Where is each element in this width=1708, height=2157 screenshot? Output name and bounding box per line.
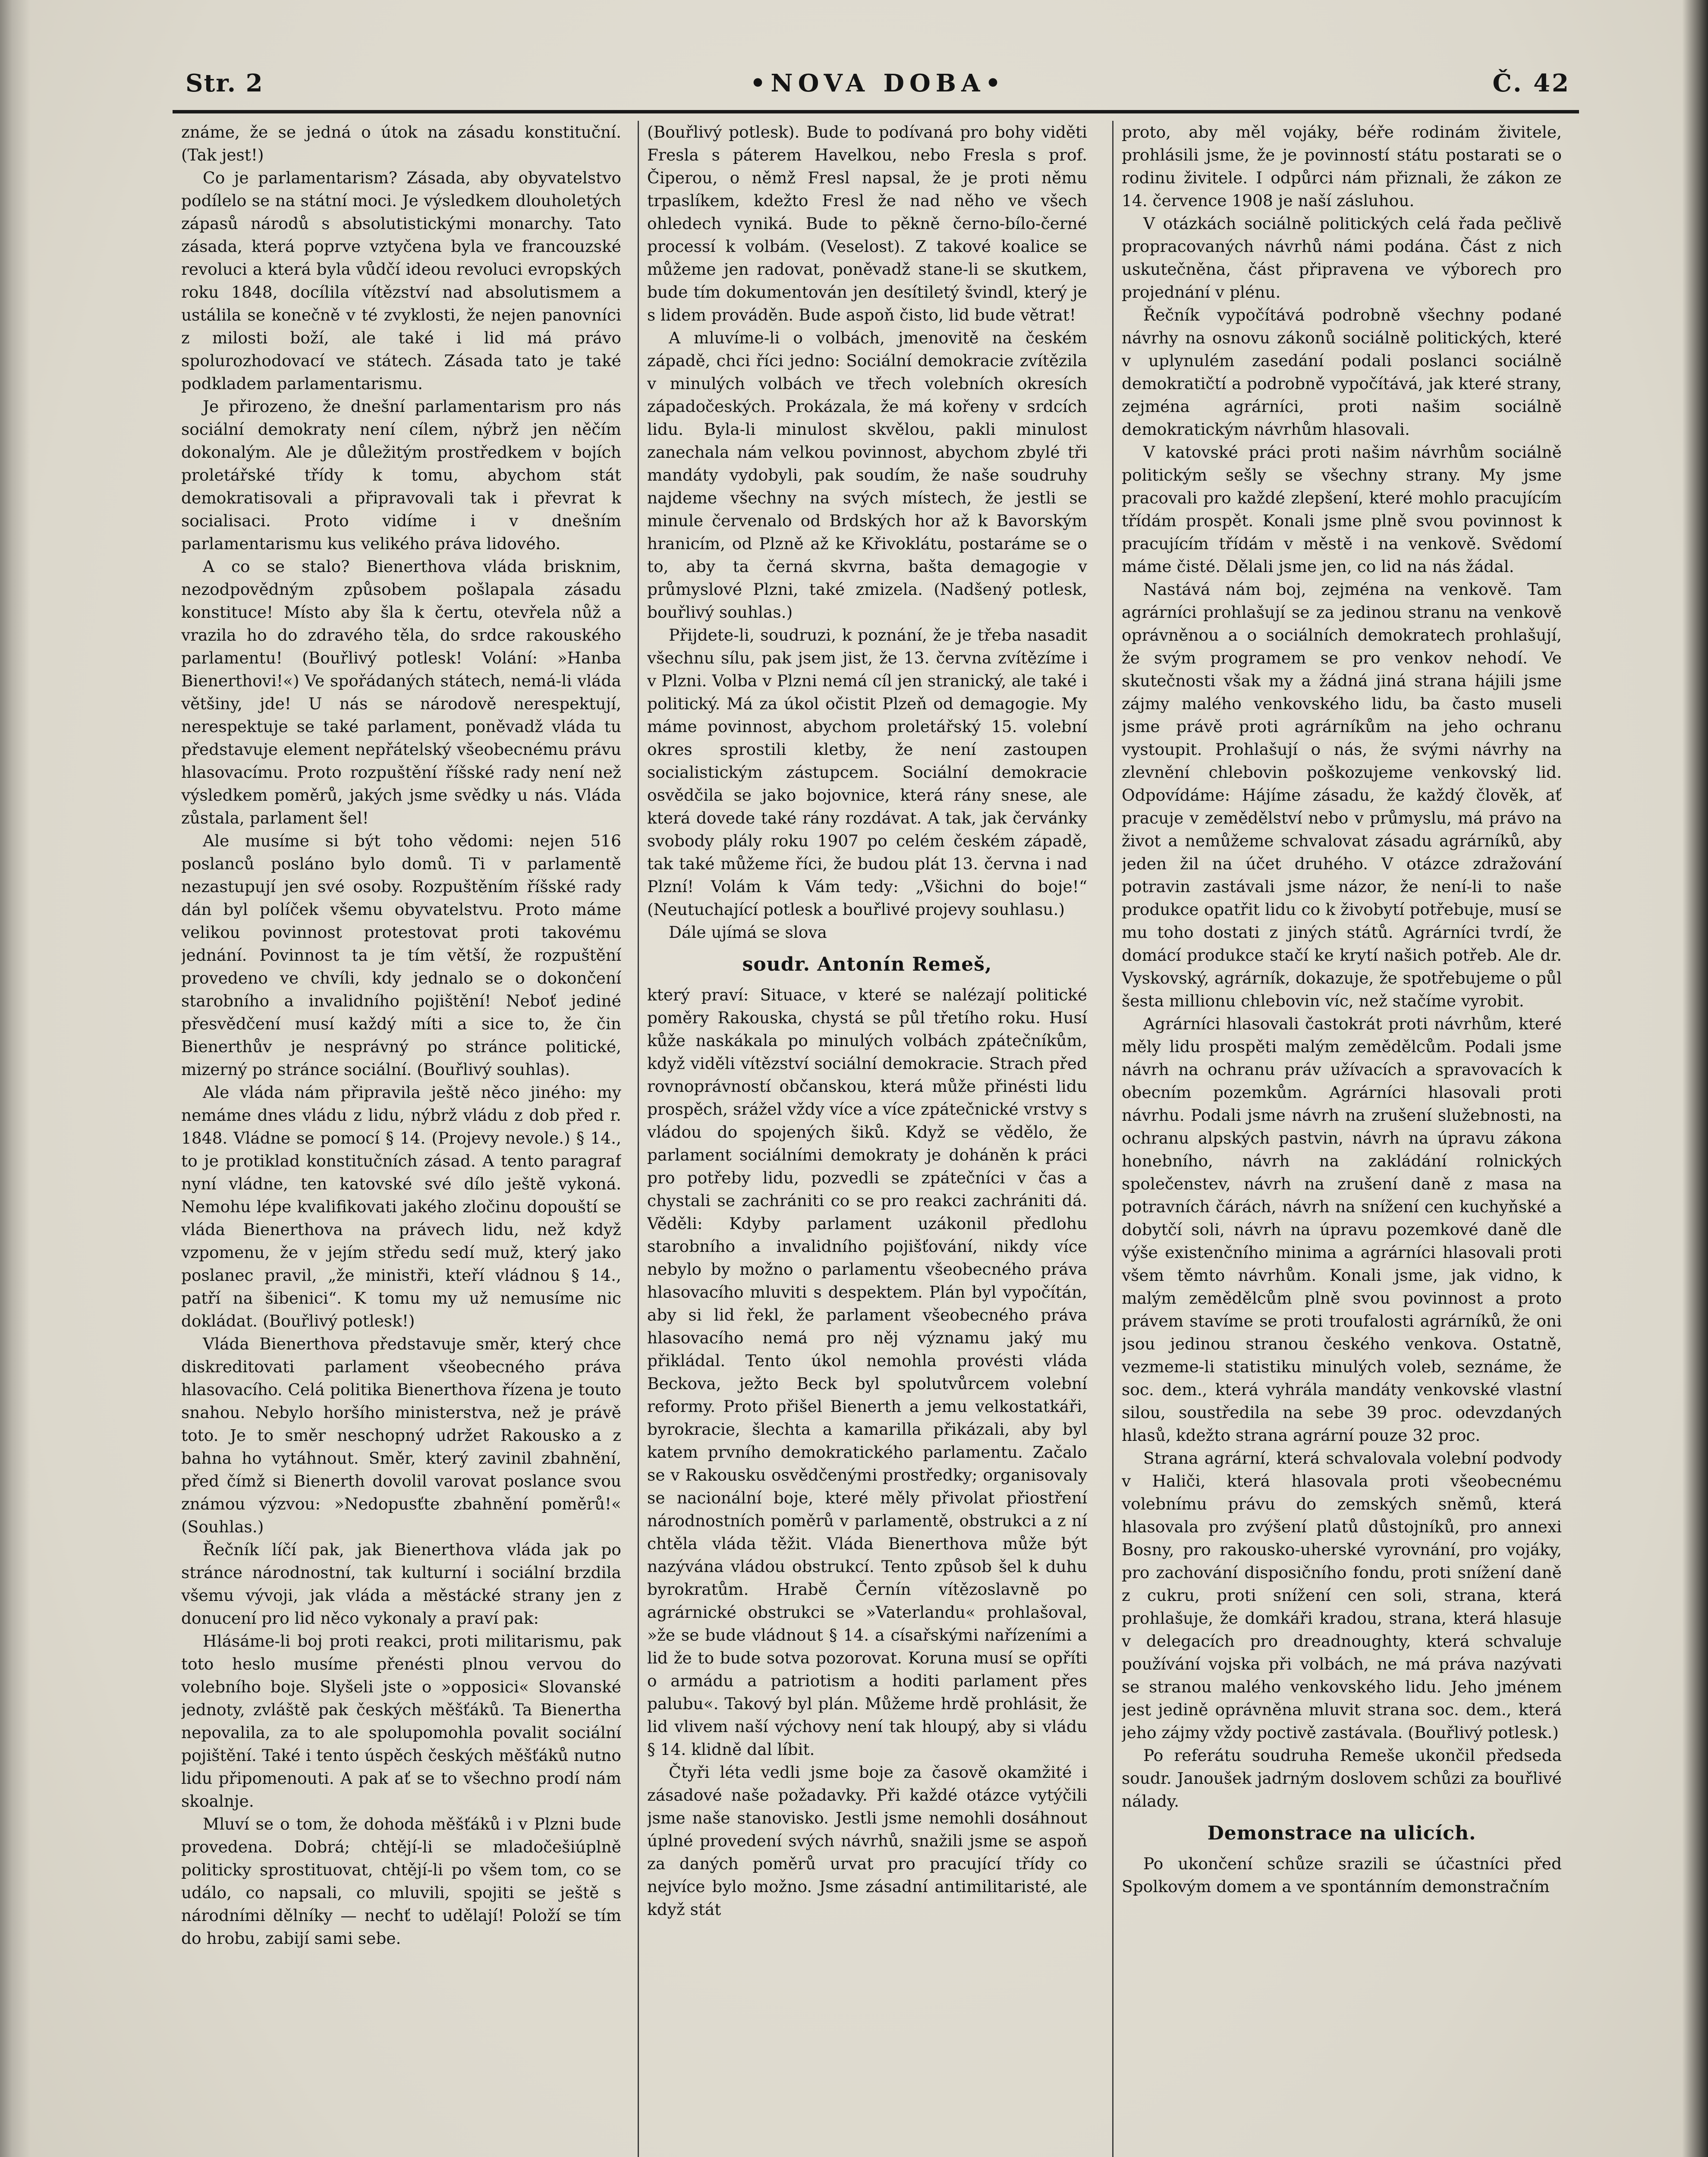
paragraph: známe, že se jedná o útok na zásadu konstituční. (Tak jest!) (181, 123, 621, 164)
page-left-edge (0, 0, 30, 2157)
newspaper-title: •NOVA DOBA• (750, 69, 1006, 97)
paragraph: Po ukončení schůze srazili se účastníci před Spolkovým domem a ve spontánním demonstračním (1122, 1854, 1562, 1896)
paragraph: Mluví se o tom, že dohoda měšťáků i v Plzni bude provedena. Dobrá; chtějí-li se mladočešiúplně politicky sprostituovat, chtějí-li po všem tom, co se událo, co napsali, co mluvili, spojiti se ještě s národními dělníky — nechť to udělají! Položí se tím do hrobu, zabijí sami sebe. (181, 1814, 621, 1948)
paragraph: Agrárníci hlasovali častokrát proti návrhům, které měly lidu prospěti malým zemědělcům. Podali jsme návrh na ochranu práv užívacích a spravovacích k obecním pozemkům. Agrárníci hlasovali proti návrhu. Podali jsme návrh na zrušení služebnosti, na ochranu alpských pastvin, návrh na úpravu zákona honebního, návrh na zakládání rolnických společenstev, návrh na zrušení daně z masa na potravních čárách, návrh na snížení cen kuchyňské a dobytčí soli, návrh na úpravu pozemkové daně dle výše existenčního minima a agrárníci hlasovali proti všem těmto návrhům. Konali jsme, jak vidno, k malým zemědělcům plně svou povinnost a proto právem stavíme se proti troufalosti agrárníků, že oni jsou jedinou stranou českého venkova. Ostatně, vezmeme-li statistiku minulých voleb, seznáme, že soc. dem., která vyhrála mandáty venkovské vlastní silou, soustředila na sebe 39 proc. odevzdaných hlasů, kdežto strana agrární pouze 32 proc. (1122, 1014, 1562, 1445)
paragraph: Ale vláda nám připravila ještě něco jiného: my nemáme dnes vládu z lidu, nýbrž vládu z dob před r. 1848. Vládne se pomocí § 14. (Projevy nevole.) § 14., to je protiklad konstitučních zásad. A tento paragraf nyní vládne, ten katovské své dílo ještě vykoná. Nemohu lépe kvalifikovati jakého zločinu dopouští se vláda Bienerthova na právech lidu, než když vzpomenu, že v jejím středu sedí muž, který jako poslanec pravil, „že ministři, kteří vládnou § 14., patří na šibenici“. K tomu my už nemusíme nic dokládat. (Bouřlivý potlesk!) (181, 1083, 621, 1330)
paragraph: Přijdete-li, soudruzi, k poznání, že je třeba nasadit všechnu sílu, pak jsem jist, že 13. června zvítězíme i v Plzni. Volba v Plzni nemá cíl jen stranický, ale také i politický. Má za úkol očistit Plzeň od demagogie. My máme povinnost, abychom proletářský 15. volební okres sprostili kletby, že není zastoupen socialistickým zástupcem. Sociální demokracie osvědčila se jako bojovnice, která rány snese, ale která dovede také rány rozdávat. A tak, jak červánky svobody plály roku 1907 po celém českém západě, tak také můžeme říci, že budou plát 13. června i nad Plzní! Volám k Vám tedy: „Všichni do boje!“ (Neutuchající potlesk a bouřlivé projevy souhlasu.) (647, 626, 1087, 919)
header-rule (173, 110, 1579, 113)
issue-number: Č. 42 (1492, 69, 1570, 97)
column-divider (1112, 121, 1114, 2157)
column-2 (647, 121, 1087, 2157)
paragraph: Dále ujímá se slova (669, 923, 827, 942)
paragraph: V katovské práci proti našim návrhům sociálně politickým sešly se všechny strany. My jsme pracovali pro každé zlepšení, které mohlo pracujícím třídám prospět. Konali jsme plně svou povinnost k pracujícím třídám v městě i na venkově. Svědomí máme čisté. Dělali jsme jen, co lid na nás žádal. (1122, 443, 1562, 576)
page-number: Str. 2 (186, 69, 264, 97)
paragraph: Čtyři léta vedli jsme boje za časově okamžité i zásadové naše požadavky. Při každé otázce vytýčili jsme naše stanovisko. Jestli jsme nemohli dosáhnout úplné provedení svých návrhů, snažili jsme se aspoň za daných poměrů urvat pro pracující třídy co nejvíce bylo možno. Jsme zásadní antimilitaristé, ale když stát (647, 1763, 1087, 1919)
paragraph: Nastává nám boj, zejména na venkově. Tam agrárníci prohlašují se za jedinou stranu na venkově oprávněnou a o sociálních demokratech prohlašují, že svým programem se pro venkov nehodí. Ve skutečnosti však my a žádná jiná strana hájili jsme zájmy malého venkovského lidu, ba často museli jsme právě proti agrárníkům na jeho ochranu vystoupit. Prohlašují o nás, že svými návrhy na zlevnění chlebovin poškozujeme venkovský lid. Odpovídáme: Hájíme zásadu, že každý člověk, ať pracuje v zemědělství nebo v průmyslu, má právo na život a nemůžeme schvalovat zásadu agrárníků, aby jeden žil na účet druhého. V otázce zdražování potravin zastávali jsme názor, že není-li to naše produkce opatřit lidu co k živobytí potřebuje, musí se mu toho dostati z jiných států. Agrárníci tvrdí, že domácí produkce stačí ke krytí našich potřeb. Ale dr. Vyskovský, agrárník, dokazuje, že spotřebujeme o půl šesta millionu chlebovin víc, než stačíme vyrobit. (1122, 580, 1562, 1010)
paragraph: Ale musíme si být toho vědomi: nejen 516 poslanců posláno bylo domů. Ti v parlamentě nezastupují jen své osoby. Rozpuštěním říšské rady dán byl políček všemu obyvatelstvu. Proto máme velikou povinnost protestovat proti takovému jednání. Povinnost ta je tím větší, že rozpuštění provedeno ve chvíli, kdy jednalo se o dokončení starobního a invalidního pojištění! Neboť jediné přesvědčení musí každý míti a sice to, že čin Bienerthův je nesprávný po stránce politické, mizerný po stránce sociální. (Bouřlivý souhlas). (181, 831, 621, 1079)
speaker-heading: soudr. Antonín Remeš, (742, 953, 992, 975)
paragraph: (Bouřlivý potlesk). Bude to podívaná pro bohy viděti Fresla s páterem Havelkou, nebo Fresla s prof. Čiperou, o němž Fresl napsal, že je proti němu trpaslíkem, kdežto Fresl že nad něho ve všech ohledech vyniká. Bude to pěkně černo-bílo-černé processí k volbám. (Veselost). Z takové koalice se můžeme jen radovat, poněvadž stane-li se skutkem, bude tím dokumentován jen desítiletý švindl, který je s lidem prováděn. Bude aspoň čisto, lid bude větrat! (647, 123, 1087, 324)
page-header (181, 69, 1575, 116)
paragraph: proto, aby měl vojáky, béře rodinám živitele, prohlásili jsme, že je povinností státu postarati se o rodinu živitele. I odpůrci nám přiznali, že zákon ze 14. července 1908 je naší zásluhou. (1122, 123, 1562, 210)
paragraph: A co se stalo? Bienerthova vláda brisknim, nezodpovědným způsobem pošlapala zásadu konstituce! Místo aby šla k čertu, otevřela nůž a vrazila ho do zdravého těla, do srdce rakouského parlamentu! (Bouřlivý potlesk! Volání: »Hanba Bienerthovi!«) Ve spořádaných státech, nemá-li vláda většiny, jde! U nás se národově nerespektují, nerespektuje se také parlament, poněvadž vláda tu představuje element nepřátelský všeobecnému právu hlasovacímu. Proto rozpuštění říšské rady není než výsledkem poměrů, jakých jsme svědky u nás. Vláda zůstala, parlament šel! (181, 557, 621, 827)
column-3 (1122, 121, 1562, 2157)
paragraph: Řečník líčí pak, jak Bienerthova vláda jak po stránce národnostní, tak kulturní i sociální brzdila všemu vývoji, jak vláda a městácké strany jen z donucení pro lid něco vykonaly a praví pak: (181, 1540, 621, 1628)
paragraph: Co je parlamentarism? Zásada, aby obyvatelstvo podílelo se na státní moci. Je výsledkem dlouholetých zápasů národů s absolutistickými monarchy. Tato zásada, která poprve vztyčena byla ve francouzské revoluci a která byla vůdčí ideou revoluci evropských roku 1848, docílila vítězství nad absolutismem a ustálila se konečně v té zvyklosti, že nejen panovníci z milosti boží, ale také i lid má právo spolurozhodovací ve státech. Zásada tato je také podkladem parlamentarismu. (181, 168, 621, 393)
paragraph: A mluvíme-li o volbách, jmenovitě na českém západě, chci říci jedno: Sociální demokracie zvítězila v minulých volbách ve třech volebních okresích západočeských. Prokázala, že má kořeny v srdcích lidu. Byla-li minulost skvělou, pakli minulost zanechala nám velkou povinnost, abychom zbylé tři mandáty vydobyli, pak soudím, že naše soudruhy najdeme všechny na svých místech, že jestli se minule červenalo od Brdských hor až k Bavorským hranicím, od Plzně až ke Křivoklátu, postaráme se o to, aby ta černá skvrna, bašta demagogie v průmyslové Plzni, také zmizela. (Nadšený potlesk, bouřlivý souhlas.) (647, 328, 1087, 622)
page-right-edge (1682, 0, 1708, 2157)
section-heading: Demonstrace na ulicích. (1207, 1822, 1476, 1844)
paragraph: Strana agrární, která schvalovala volební podvody v Haliči, která hlasovala proti všeobecnému volebnímu právu do zemských sněmů, která hlasovala pro zvýšení platů důstojníků, pro annexi Bosny, pro rakousko-uherské vyrovnání, pro vojáky, pro zachování disposičního fondu, proti snížení daně z cukru, proti snížení cen soli, strana, která prohlašuje, že domkáři kradou, strana, která hlasuje v delegacích pro dreadnoughty, která schvaluje používání vojska při volbách, ne má práva nazývati se stranou malého venkovského lidu. Jeho jménem jest jedině oprávněna mluvit strana soc. dem., která jeho zájmy vždy poctivě zastávala. (Bouřlivý potlesk.) (1122, 1449, 1562, 1742)
paragraph: Hlásáme-li boj proti reakci, proti militarismu, pak toto heslo musíme přenésti plnou vervou do volebního boje. Slyšeli jste o »opposici« Slovanské jednoty, zvláště pak českých měšťáků. Ta Bienertha nepovalila, za to ale spolupomohla povalit sociální pojištění. Také i tento úspěch českých měšťáků nutno lidu připomenouti. A pak ať se to všechno prodí nám skoalnje. (181, 1632, 621, 1811)
paragraph: Po referátu soudruha Remeše ukončil předsedа soudr. Janoušek jadrným doslovem schůzi za bouřlivé nálady. (1122, 1746, 1562, 1811)
column-divider (638, 121, 639, 2157)
paragraph: Řečník vypočítává podrobně všechny podané návrhy na osnovu zákonů sociálně politických, které v uplynulém zasedání podali poslanci sociálně demokratičtí a podrobně vypočítává, jak které strany, zejména agrárníci, proti našim sociálně demokratickým návrhům hlasovali. (1122, 305, 1562, 439)
paragraph: Vláda Bienerthova představuje směr, který chce diskreditovati parlament všeobecného práva hlasovacího. Celá politika Bienerthova řízena je touto snahou. Nebylo horšího ministerstva, než je právě toto. Je to směr neschopný udržet Rakousko a z bahna ho vytáhnout. Směr, který zavinil zbahnění, před čímž si Bienerth dovolil varovat poslance svou známou výzvou: »Nedopusťte zbahnění poměrů!« (Souhlas.) (181, 1334, 621, 1536)
column-1 (181, 121, 621, 2157)
paragraph: V otázkách sociálně politických celá řada pečlivě propracovaných návrhů námi podána. Část z nich uskutečněna, část připravena ve výborech pro projednání v plénu. (1122, 214, 1562, 302)
paragraph: který praví: Situace, v které se nalézají politické poměry Rakouska, chystá se půl třetího roku. Husí kůže naskákala po minulých volbách zpátečníkům, když viděli vítězství sociální demokracie. Strach před rovnoprávností občanskou, která může přinésti lidu prospěch, srážel vždy více a více zpátečnické vrstvy s vládou do spojených šiků. Když se vědělo, že parlament sociálními demokraty je doháněn k práci pro potřeby lidu, pozvedli se zpátečníci v čas a chystali se zachrániti co se pro reakci zachrániti dá. Věděli: Kdyby parlament uzákonil předlohu starobního a invalidního pojišťování, nikdy více nebylo by možno o parlamentu všeobecného práva hlasovacího mluviti s despektem. Plán byl vypočítán, aby si lid řekl, že parlament všeobecného práva hlasovacího nemá pro něj významu jaký mu přikládal. Tento úkol nemohla provésti vláda Beckova, ježto Beck byl spolutvůrcem volební reformy. Proto přišel Bienerth a jemu velkostatkáři, byrokracie, šlechta a kamarilla přikázali, aby byl katem prvního demokratického parlamentu. Začalo se v Rakousku osvědčenými prostředky; organisovaly se nacionální boje, které měly přivolat přiostření národnostních poměrů v parlamentě, obstrukci a z ní chtěla vláda těžit. Vláda Bienerthova může být nazývána vládou obstrukcí. Tento způsob šel k duhu byrokratům. Hrabě Černín vítězoslavně po agrárnické obstrukci se »Vaterlandu« prohlašoval, »že se bude vládnout § 14. a císařskými nařízeními a lid že to bude sotva pozorovat. Koruna musí se opříti o armádu a patriotism a hoditi parlament přes palubu«. Takový byl plán. Můžeme hrdě prohlásit, že lid vlivem naší výchovy není tak hloupý, aby si vládu § 14. klidně dal líbit. (647, 985, 1087, 1759)
paragraph: Je přirozeno, že dnešní parlamentarism pro nás sociální demokraty není cílem, nýbrž jen něčím dokonalým. Ale je důležitým prostředkem v bojích proletářské třídy k tomu, abychom stát demokratisovali a připravovali tak i převrat k socialisaci. Proto vidíme i v dnešním parlamentarismu kus velikého práva lidového. (181, 397, 621, 553)
